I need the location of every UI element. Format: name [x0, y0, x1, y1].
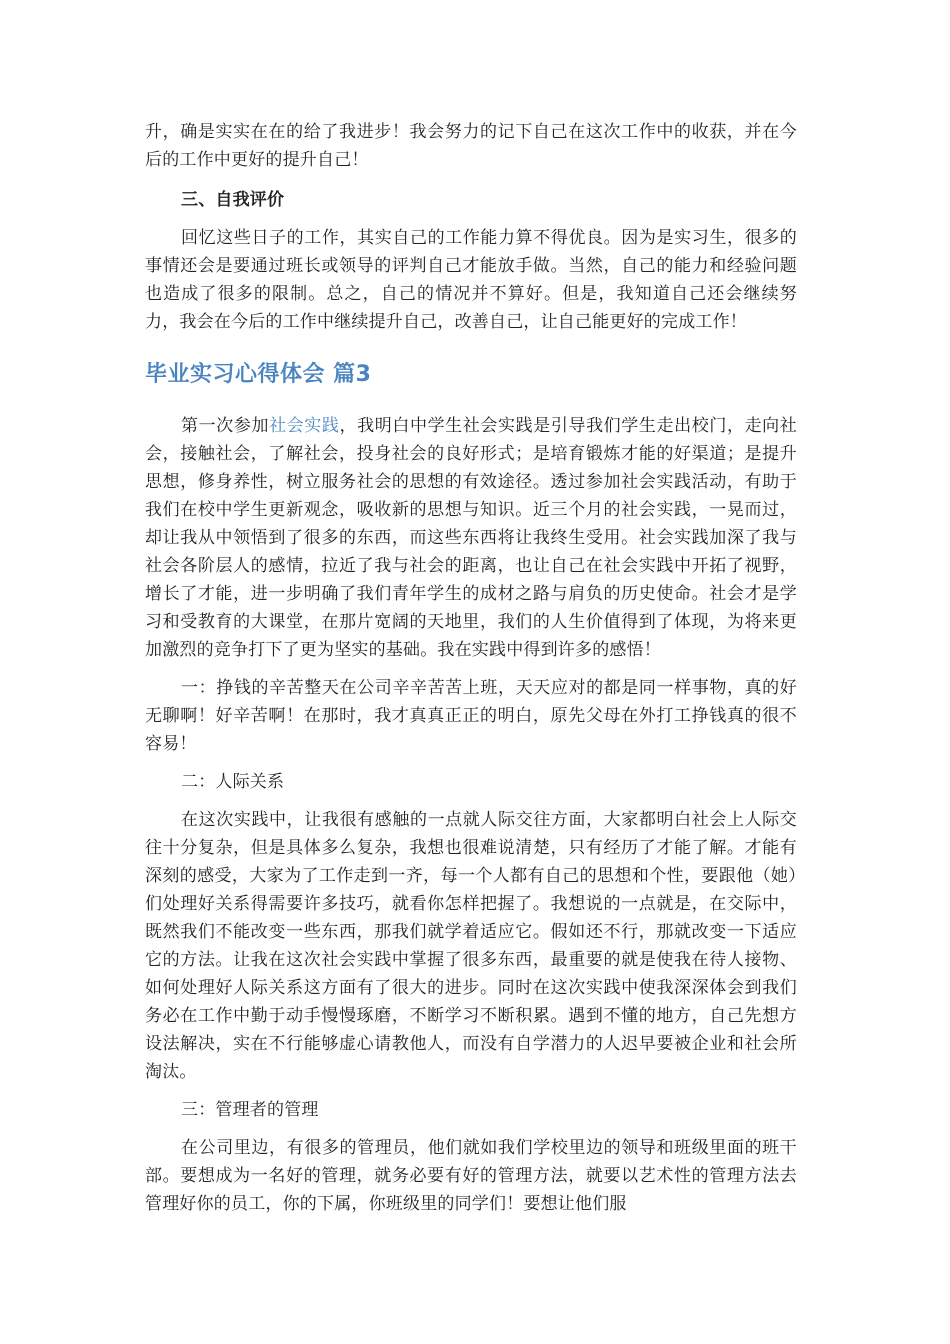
- heading-self-evaluation: 三、自我评价: [181, 190, 285, 210]
- paragraph-text-start: 第一次参加: [181, 416, 270, 436]
- paragraph-social-practice: [145, 412, 797, 664]
- paragraph-interpersonal: 在这次实践中，让我很有感触的一点就人际交往方面，大家都明白社会上人际交往十分复杂，但是具体多么复杂，我想也很难说清楚，只有经历了才能了解。才能有深刻的感受，大家为了工作走到一齐，每一个人都有自己的思想和个性，要跟他（她）们处理好关系得需要许多技巧，就看你怎样把握了。我想说的一点就是，在交际中，既然我们不能改变一些东西，那我们就学着适应它。假如还不行，那就改变一下适应它的方法。让我在这次社会实践中掌握了很多东西，最重要的就是使我在待人接物、如何处理好人际关系这方面有了很大的进步。同时在这次实践中使我深深体会到我们务必在工作中勤于动手慢慢琢磨，不断学习不断积累。遇到不懂的地方，自己先想方设法解决，实在不行能够虚心请教他人，而没有自学潜力的人迟早要被企业和社会所淘汰。: [145, 810, 797, 1082]
- paragraph-self-evaluation: 回忆这些日子的工作，其实自己的工作能力算不得优良。因为是实习生，很多的事情还会是要通过班长或领导的评判自己才能放手做。当然，自己的能力和经验问题也造成了很多的限制。总之，自己的情况并不算好。但是，我知道自己还会继续努力，我会在今后的工作中继续提升自己，改善自己，让自己能更好的完成工作！: [145, 228, 797, 332]
- paragraph-intro-end: 升，确是实实在在的给了我进步！我会努力的记下自己在这次工作中的收获，并在今后的工作中更好的提升自己！: [145, 122, 797, 170]
- paragraph-earning-money: 一：挣钱的辛苦整天在公司辛辛苦苦上班，天天应对的都是同一样事物，真的好无聊啊！好辛苦啊！在那时，我才真真正正的明白，原先父母在外打工挣钱真的很不容易！: [145, 678, 797, 754]
- document-page: [145, 118, 797, 1218]
- section-title: 毕业实习心得体会 篇3: [145, 362, 372, 387]
- heading-management: 三：管理者的管理: [181, 1100, 319, 1120]
- paragraph-management: 在公司里边，有很多的管理员，他们就如我们学校里边的领导和班级里面的班干部。要想成为一名好的管理，就务必要有好的管理方法，就要以艺术性的管理方法去管理好你的员工，你的下属，你班级里的同学们！要想让他们服: [145, 1138, 797, 1214]
- social-practice-link[interactable]: 社会实践: [269, 416, 340, 436]
- paragraph-text-rest: ，我明白中学生社会实践是引导我们学生走出校门，走向社会，接触社会，了解社会，投身社会的良好形式；是培育锻炼才能的好渠道；是提升思想，修身养性，树立服务社会的思想的有效途径。透过参加社会实践活动，有助于我们在校中学生更新观念，吸收新的思想与知识。近三个月的社会实践，一晃而过，却让我从中领悟到了很多的东西，而这些东西将让我终生受用。社会实践加深了我与社会各阶层人的感情，拉近了我与社会的距离，也让自己在社会实践中开拓了视野，增长了才能，进一步明确了我们青年学生的成材之路与肩负的历史使命。社会才是学习和受教育的大课堂，在那片宽阔的天地里，我们的人生价值得到了体现，为将来更加激烈的竞争打下了更为坚实的基础。我在实践中得到许多的感悟！: [145, 416, 797, 660]
- heading-interpersonal: 二：人际关系: [181, 772, 285, 792]
